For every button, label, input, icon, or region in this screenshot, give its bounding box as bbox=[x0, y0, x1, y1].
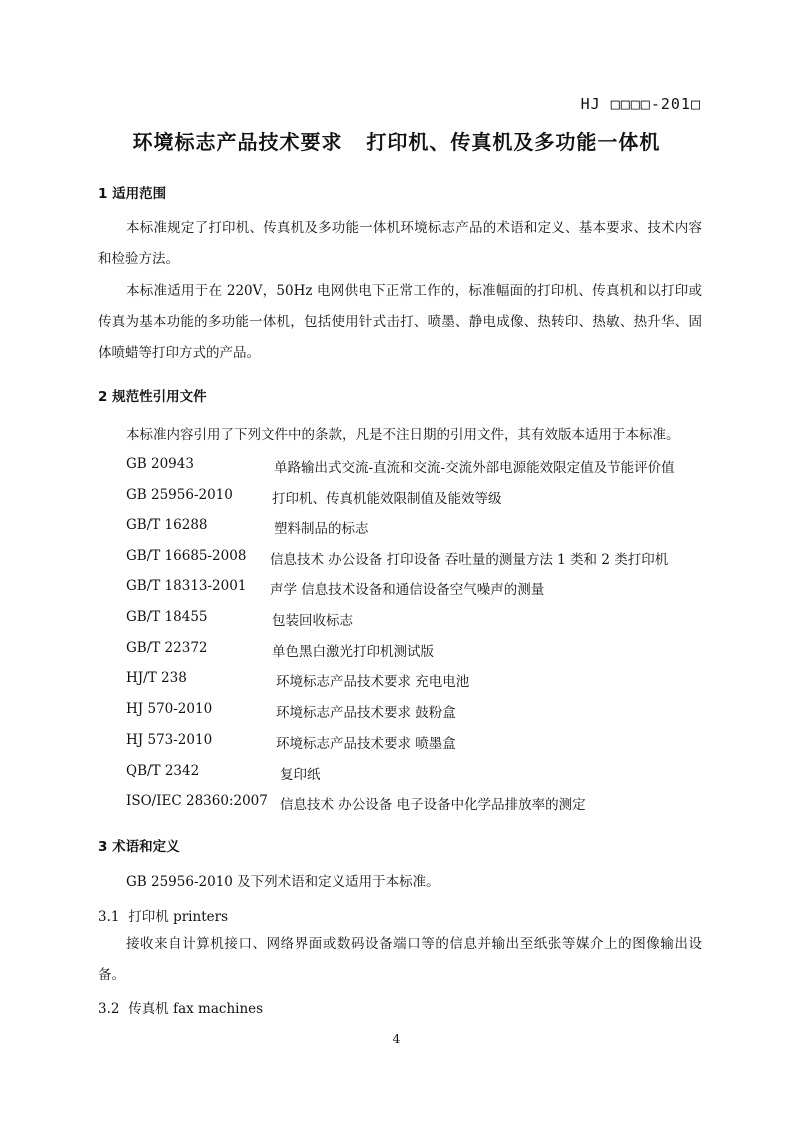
section-3-intro: GB 25956-2010 及下列术语和定义适用于本标准。 bbox=[126, 874, 440, 890]
term-definition: 接收来自计算机接口、网络界面或数码设备端口等的信息并输出至纸张等媒介上的图像输出设备。 bbox=[98, 936, 702, 983]
reference-title: 信息技术 办公设备 打印设备 吞吐量的测量方法 1 类和 2 类打印机 bbox=[270, 552, 669, 568]
reference-code: GB/T 22372 bbox=[126, 640, 208, 656]
term-3-2 bbox=[98, 997, 263, 1017]
reference-title: 打印机、传真机能效限制值及能效等级 bbox=[272, 491, 502, 507]
reference-code: HJ 573-2010 bbox=[126, 732, 213, 748]
reference-title: 环境标志产品技术要求 充电电池 bbox=[276, 674, 470, 690]
term-number: 3.2 bbox=[98, 1001, 120, 1017]
reference-code: GB 20943 bbox=[126, 456, 194, 472]
reference-code: GB/T 16288 bbox=[126, 517, 208, 533]
section-1-heading: 1 适用范围 bbox=[98, 186, 167, 202]
reference-title: 复印纸 bbox=[280, 767, 321, 783]
term-name: 打印机 printers bbox=[128, 909, 228, 925]
reference-title: 声学 信息技术设备和通信设备空气噪声的测量 bbox=[270, 582, 545, 598]
reference-code: GB/T 18455 bbox=[126, 609, 208, 625]
reference-code: GB/T 18313-2001 bbox=[126, 578, 247, 594]
reference-title: 环境标志产品技术要求 鼓粉盒 bbox=[276, 705, 456, 721]
section-1-paragraph: 本标准规定了打印机、传真机及多功能一体机环境标志产品的术语和定义、基本要求、技术内容和检验方法。 bbox=[98, 220, 702, 267]
reference-code: HJ 570-2010 bbox=[126, 701, 213, 717]
reference-code: GB/T 16685-2008 bbox=[126, 548, 247, 564]
section-2-intro: 本标准内容引用了下列文件中的条款，凡是不注日期的引用文件，其有效版本适用于本标准。 bbox=[126, 427, 680, 443]
document-title: 环境标志产品技术要求 打印机、传真机及多功能一体机 bbox=[132, 130, 661, 154]
term-name: 传真机 fax machines bbox=[128, 1001, 264, 1017]
reference-title: 单路输出式交流-直流和交流-交流外部电源能效限定值及节能评价值 bbox=[274, 460, 675, 476]
term-3-1 bbox=[98, 905, 228, 925]
section-1-paragraph: 本标准适用于在 220V，50Hz 电网供电下正常工作的，标准幅面的打印机、传真机和以打印或传真为基本功能的多功能一体机，包括使用针式击打、喷墨、静电成像、热转印、热敏、热升华、固体喷蜡等打印方式的产品。 bbox=[98, 283, 702, 361]
reference-title: 信息技术 办公设备 电子设备中化学品排放率的测定 bbox=[280, 797, 586, 813]
reference-title: 单色黑白激光打印机测试版 bbox=[272, 644, 434, 660]
reference-code: ISO/IEC 28360:2007 bbox=[126, 793, 268, 809]
reference-title: 塑料制品的标志 bbox=[274, 521, 369, 537]
reference-code: GB 25956-2010 bbox=[126, 487, 233, 503]
page-number: 4 bbox=[392, 1032, 401, 1046]
reference-code: HJ/T 238 bbox=[126, 670, 187, 686]
section-2-heading: 2 规范性引用文件 bbox=[98, 389, 207, 405]
standard-code: HJ □□□□-201□ bbox=[580, 95, 701, 113]
section-3-heading: 3 术语和定义 bbox=[98, 839, 180, 855]
reference-title: 包装回收标志 bbox=[272, 613, 353, 629]
reference-title: 环境标志产品技术要求 喷墨盒 bbox=[276, 736, 456, 752]
term-number: 3.1 bbox=[98, 909, 120, 925]
reference-code: QB/T 2342 bbox=[126, 763, 200, 779]
